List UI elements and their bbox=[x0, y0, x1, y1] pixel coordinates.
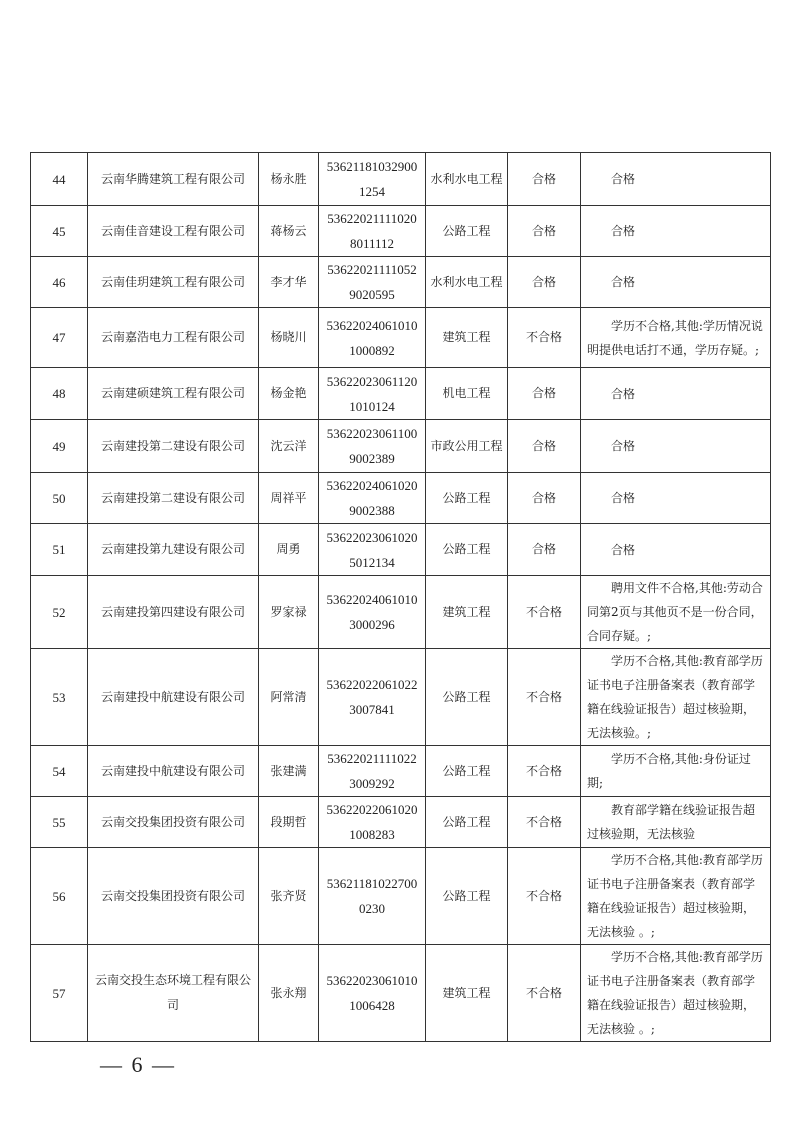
major: 机电工程 bbox=[426, 368, 508, 420]
table-row bbox=[31, 746, 771, 797]
certificate-number: 536220240610101000892 bbox=[319, 308, 426, 368]
table-row bbox=[31, 308, 771, 368]
result: 不合格 bbox=[508, 797, 581, 848]
major: 公路工程 bbox=[426, 524, 508, 576]
row-number: 44 bbox=[31, 153, 88, 206]
results-table bbox=[30, 152, 771, 1042]
certificate-number: 536220230611009002389 bbox=[319, 420, 426, 473]
result: 合格 bbox=[508, 153, 581, 206]
certificate-number: 536220211110223009292 bbox=[319, 746, 426, 797]
row-number: 57 bbox=[31, 945, 88, 1042]
result: 合格 bbox=[508, 257, 581, 308]
result: 不合格 bbox=[508, 945, 581, 1042]
remark: 合格 bbox=[581, 524, 771, 576]
company-name: 云南建投第二建设有限公司 bbox=[88, 473, 259, 524]
certificate-number: 536211810227000230 bbox=[319, 848, 426, 945]
remark: 学历不合格,其他:教育部学历证书电子注册备案表（教育部学籍在线验证报告）超过核验期，无法核验 。; bbox=[581, 945, 771, 1042]
company-name: 云南交投集团投资有限公司 bbox=[88, 848, 259, 945]
person-name: 杨永胜 bbox=[259, 153, 319, 206]
company-name: 云南建投中航建设有限公司 bbox=[88, 649, 259, 746]
table-row bbox=[31, 576, 771, 649]
result: 不合格 bbox=[508, 649, 581, 746]
result: 不合格 bbox=[508, 308, 581, 368]
row-number: 54 bbox=[31, 746, 88, 797]
major: 公路工程 bbox=[426, 797, 508, 848]
person-name: 周勇 bbox=[259, 524, 319, 576]
person-name: 阿常清 bbox=[259, 649, 319, 746]
table-row bbox=[31, 206, 771, 257]
person-name: 周祥平 bbox=[259, 473, 319, 524]
result: 合格 bbox=[508, 368, 581, 420]
person-name: 沈云洋 bbox=[259, 420, 319, 473]
major: 建筑工程 bbox=[426, 308, 508, 368]
row-number: 52 bbox=[31, 576, 88, 649]
certificate-number: 536220240610209002388 bbox=[319, 473, 426, 524]
remark: 聘用文件不合格,其他:劳动合同第2页与其他页不是一份合同，合同存疑。; bbox=[581, 576, 771, 649]
result: 不合格 bbox=[508, 576, 581, 649]
remark: 合格 bbox=[581, 206, 771, 257]
person-name: 罗家禄 bbox=[259, 576, 319, 649]
certificate-number: 536211810329001254 bbox=[319, 153, 426, 206]
person-name: 张永翔 bbox=[259, 945, 319, 1042]
result: 合格 bbox=[508, 473, 581, 524]
major: 公路工程 bbox=[426, 473, 508, 524]
row-number: 51 bbox=[31, 524, 88, 576]
person-name: 杨金艳 bbox=[259, 368, 319, 420]
remark: 学历不合格,其他:教育部学历证书电子注册备案表（教育部学籍在线验证报告）超过核验期，无法核验 。; bbox=[581, 848, 771, 945]
company-name: 云南交投生态环境工程有限公司 bbox=[88, 945, 259, 1042]
table-row bbox=[31, 368, 771, 420]
certificate-number: 536220230611201010124 bbox=[319, 368, 426, 420]
remark: 合格 bbox=[581, 473, 771, 524]
company-name: 云南交投集团投资有限公司 bbox=[88, 797, 259, 848]
row-number: 55 bbox=[31, 797, 88, 848]
remark: 学历不合格,其他:身份证过期; bbox=[581, 746, 771, 797]
table-row bbox=[31, 848, 771, 945]
table-row bbox=[31, 420, 771, 473]
company-name: 云南佳玥建筑工程有限公司 bbox=[88, 257, 259, 308]
certificate-number: 536220230610101006428 bbox=[319, 945, 426, 1042]
person-name: 蒋杨云 bbox=[259, 206, 319, 257]
major: 建筑工程 bbox=[426, 945, 508, 1042]
major: 建筑工程 bbox=[426, 576, 508, 649]
major: 公路工程 bbox=[426, 649, 508, 746]
person-name: 李才华 bbox=[259, 257, 319, 308]
company-name: 云南佳音建设工程有限公司 bbox=[88, 206, 259, 257]
table-row bbox=[31, 524, 771, 576]
company-name: 云南建硕建筑工程有限公司 bbox=[88, 368, 259, 420]
certificate-number: 536220220610223007841 bbox=[319, 649, 426, 746]
row-number: 49 bbox=[31, 420, 88, 473]
company-name: 云南华腾建筑工程有限公司 bbox=[88, 153, 259, 206]
certificate-number: 536220230610205012134 bbox=[319, 524, 426, 576]
certificate-number: 536220240610103000296 bbox=[319, 576, 426, 649]
certificate-number: 536220211110208011112 bbox=[319, 206, 426, 257]
certificate-number: 536220220610201008283 bbox=[319, 797, 426, 848]
table-row bbox=[31, 473, 771, 524]
major: 市政公用工程 bbox=[426, 420, 508, 473]
major: 公路工程 bbox=[426, 848, 508, 945]
person-name: 张齐贤 bbox=[259, 848, 319, 945]
remark: 合格 bbox=[581, 368, 771, 420]
page-number: — 6 — bbox=[100, 1052, 176, 1077]
table-row bbox=[31, 257, 771, 308]
row-number: 48 bbox=[31, 368, 88, 420]
result: 不合格 bbox=[508, 746, 581, 797]
row-number: 45 bbox=[31, 206, 88, 257]
result: 合格 bbox=[508, 420, 581, 473]
row-number: 47 bbox=[31, 308, 88, 368]
row-number: 50 bbox=[31, 473, 88, 524]
major: 水利水电工程 bbox=[426, 153, 508, 206]
major: 公路工程 bbox=[426, 206, 508, 257]
result: 合格 bbox=[508, 524, 581, 576]
company-name: 云南建投第九建设有限公司 bbox=[88, 524, 259, 576]
table-row bbox=[31, 153, 771, 206]
remark: 合格 bbox=[581, 257, 771, 308]
row-number: 53 bbox=[31, 649, 88, 746]
row-number: 56 bbox=[31, 848, 88, 945]
major: 公路工程 bbox=[426, 746, 508, 797]
person-name: 杨晓川 bbox=[259, 308, 319, 368]
person-name: 张建满 bbox=[259, 746, 319, 797]
company-name: 云南嘉浩电力工程有限公司 bbox=[88, 308, 259, 368]
remark: 学历不合格,其他:教育部学历证书电子注册备案表（教育部学籍在线验证报告）超过核验期，无法核验。; bbox=[581, 649, 771, 746]
result: 不合格 bbox=[508, 848, 581, 945]
result: 合格 bbox=[508, 206, 581, 257]
remark: 合格 bbox=[581, 153, 771, 206]
table-row bbox=[31, 649, 771, 746]
table-row bbox=[31, 945, 771, 1042]
certificate-number: 536220211110529020595 bbox=[319, 257, 426, 308]
remark: 学历不合格,其他:学历情况说明提供电话打不通，学历存疑。; bbox=[581, 308, 771, 368]
company-name: 云南建投第四建设有限公司 bbox=[88, 576, 259, 649]
row-number: 46 bbox=[31, 257, 88, 308]
remark: 合格 bbox=[581, 420, 771, 473]
remark: 教育部学籍在线验证报告超过核验期，无法核验 bbox=[581, 797, 771, 848]
company-name: 云南建投中航建设有限公司 bbox=[88, 746, 259, 797]
table-row bbox=[31, 797, 771, 848]
major: 水利水电工程 bbox=[426, 257, 508, 308]
company-name: 云南建投第二建设有限公司 bbox=[88, 420, 259, 473]
person-name: 段期哲 bbox=[259, 797, 319, 848]
